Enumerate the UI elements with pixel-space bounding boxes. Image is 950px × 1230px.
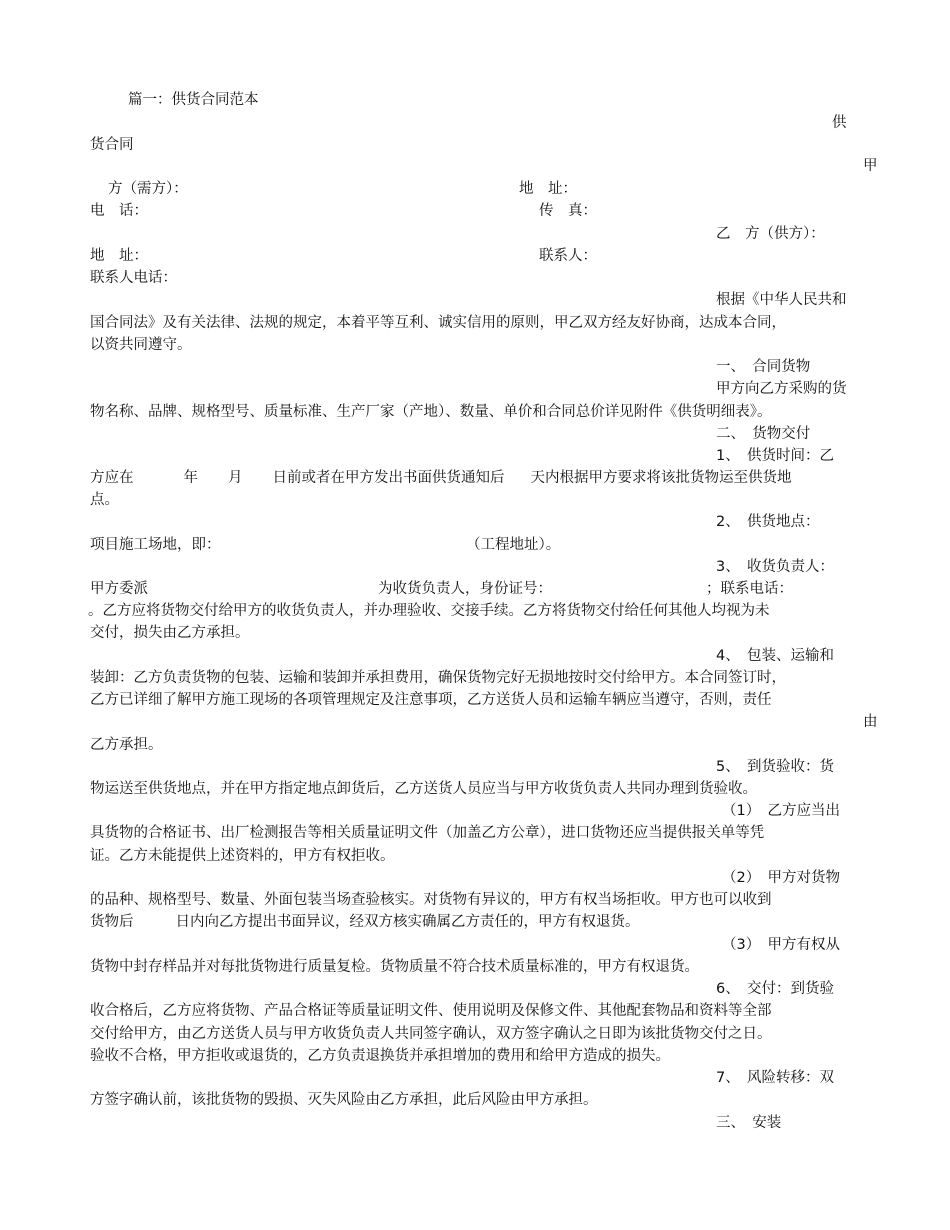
party-a-prefix: 甲	[863, 158, 878, 174]
preamble-line-1: 根据《中华人民共和	[716, 292, 847, 308]
heading-part-2: 货合同	[90, 137, 134, 153]
heading-part-1: 供	[832, 115, 847, 131]
section-2-heading: 二、 货物交付	[716, 426, 811, 442]
item-5-label: 5、 到货验收：货	[716, 759, 834, 775]
item-1-line-2: 方应在 年 月 日前或者在甲方发出书面供货通知后 天内根据甲方要求将该批货物运至供货地	[90, 470, 792, 486]
item-5-sub-3-line-2: 货物中封存样品并对每批货物进行质量复检。货物质量不符合技术质量标准的，甲方有权退货。	[90, 959, 699, 975]
item-3-line-2a: 甲方委派	[90, 581, 148, 597]
item-5-line-2: 物运送至供货地点，并在甲方指定地点卸货后，乙方送货人员应当与甲方收货负责人共同办理到货验收。	[90, 781, 757, 797]
item-2-line-2a: 项目施工场地，即：	[90, 537, 221, 553]
item-4-line-2: 装卸：乙方负责货物的包装、运输和装卸并承担费用，确保货物完好无损地按时交付给甲方。本合同签订时，	[90, 670, 786, 686]
item-5-sub-2-line-2: 的品种、规格型号、数量、外面包装当场查验核实。对货物有异议的，甲方有权当场拒收。甲方也可以收到	[90, 892, 772, 908]
item-3-line-2b: 为收货负责人，身份证号：	[378, 581, 552, 597]
item-4-line-4: 乙方承担。	[90, 737, 163, 753]
item-5-sub-1-label: （1） 乙方应当出	[722, 803, 840, 819]
party-b-address-label: 地 址：	[90, 248, 148, 264]
party-a-address-label: 地 址：	[519, 181, 577, 197]
item-5-sub-1-line-3: 证。乙方未能提供上述资料的，甲方有权拒收。	[90, 848, 395, 864]
item-3-label: 3、 收货负责人：	[716, 559, 834, 575]
section-1-line-1: 甲方向乙方采购的货	[716, 381, 847, 397]
item-3-line-4: 交付，损失由乙方承担。	[90, 625, 250, 641]
item-7-label: 7、 风险转移：双	[716, 1070, 834, 1086]
item-5-sub-3-label: （3） 甲方有权从	[722, 937, 840, 953]
party-a-label: 方（需方）：	[108, 181, 188, 197]
party-b-contact-phone-label: 联系人电话：	[90, 270, 177, 286]
document-title: 篇一：供货合同范本	[128, 92, 259, 108]
item-4-line-3: 乙方已详细了解甲方施工现场的各项管理规定及注意事项，乙方送货人员和运输车辆应当遵守，否则，责任	[90, 692, 772, 708]
party-a-fax-label: 传 真：	[539, 203, 597, 219]
item-4-label: 4、 包装、运输和	[716, 648, 834, 664]
item-2-line-2b: （工程地址）。	[466, 537, 561, 553]
item-6-label: 6、 交付：到货验	[716, 981, 834, 997]
preamble-line-2: 国合同法》及有关法律、法规的规定，本着平等互利、诚实信用的原则，甲乙双方经友好协商，达成本合同，	[90, 315, 786, 331]
party-a-phone-label: 电 话：	[90, 203, 148, 219]
section-3-heading: 三、 安装	[716, 1115, 782, 1131]
item-5-sub-1-line-2: 具货物的合格证书、出厂检测报告等相关质量证明文件（加盖乙方公章），进口货物还应当提供报关单等凭	[90, 825, 765, 841]
party-b-label: 乙 方（供方）：	[716, 226, 825, 242]
party-b-contact-label: 联系人：	[539, 248, 597, 264]
item-1-label: 1、 供货时间：乙	[716, 448, 834, 464]
item-6-line-2: 收合格后，乙方应将货物、产品合格证等质量证明文件、使用说明及保修文件、其他配套物品和资料等全部	[90, 1003, 772, 1019]
item-5-sub-2-label: （2） 甲方对货物	[722, 870, 840, 886]
item-3-line-3: 。乙方应将货物交付给甲方的收货负责人，并办理验收、交接手续。乙方将货物交付给任何其他人均视为未	[88, 603, 770, 619]
section-1-heading: 一、 合同货物	[716, 359, 811, 375]
item-6-line-3: 交付给甲方，由乙方送货人员与甲方收货负责人共同签字确认，双方签字确认之日即为该批货物交付之日。	[90, 1026, 772, 1042]
section-1-line-2: 物名称、品牌、规格型号、质量标准、生产厂家（产地）、数量、单价和合同总价详见附件《供货明细表》。	[90, 404, 772, 420]
item-6-line-4: 验收不合格，甲方拒收或退货的，乙方负责退换货并承担增加的费用和给甲方造成的损失。	[90, 1048, 670, 1064]
item-2-label: 2、 供货地点：	[716, 514, 820, 530]
item-4-line-3-end: 由	[863, 714, 878, 730]
item-5-sub-2-line-3: 货物后 日内向乙方提出书面异议，经双方核实确属乙方责任的，甲方有权退货。	[90, 914, 640, 930]
item-7-line-2: 方签字确认前，该批货物的毁损、灭失风险由乙方承担，此后风险由甲方承担。	[90, 1092, 598, 1108]
item-3-line-2c: ；联系电话：	[706, 581, 793, 597]
preamble-line-3: 以资共同遵守。	[90, 337, 192, 353]
item-1-line-3: 点。	[90, 492, 119, 508]
